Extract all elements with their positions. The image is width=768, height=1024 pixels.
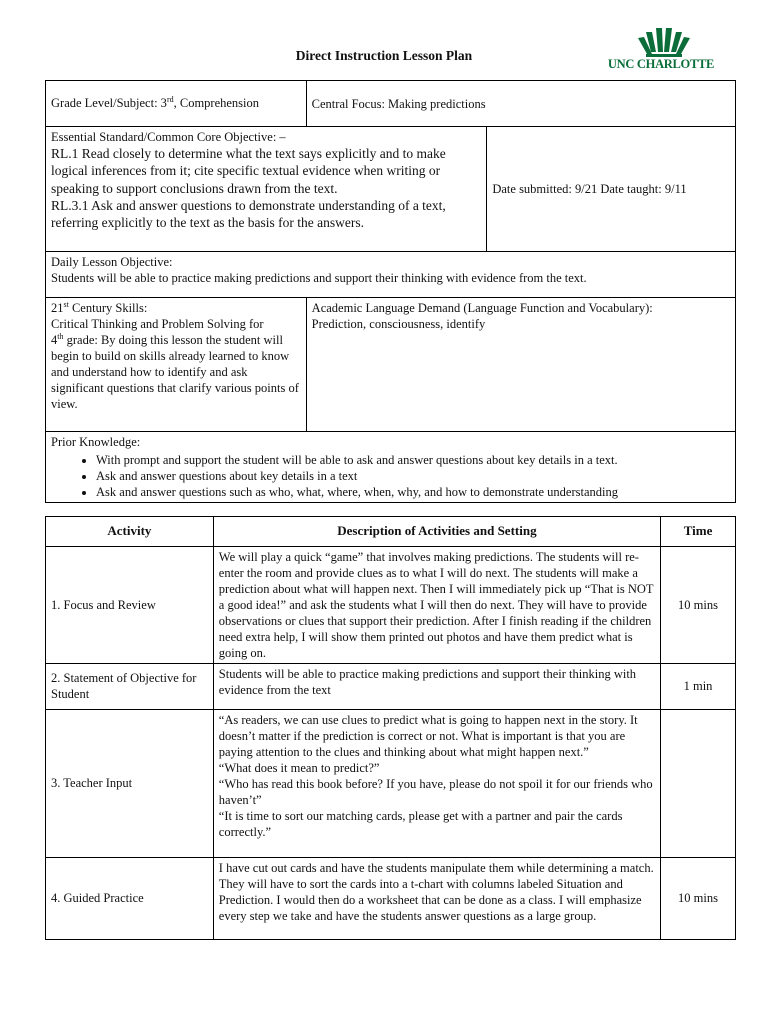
table-row [46, 857, 736, 939]
table-row [46, 546, 736, 663]
time-cell: 10 mins [661, 546, 736, 663]
description-cell: We will play a quick “game” that involves making predictions. The students will re-enter the room and provide clues as to what I will do next. The students will make a prediction about what will happen next. Then I will immediately pick up “That is NOT a good idea!” and ask the students what I will then do next. They will have to provide observations or clues that support their prediction. After I finish reading if the children need extra help, I will show them printed out photos and have them predict what is going on. [213, 546, 660, 663]
standard-rl31: RL.3.1 Ask and answer questions to demonstrate understanding of a text, referring explicitly to the text as the basis for the answers. [51, 197, 446, 231]
standard-heading: Essential Standard/Common Core Objective: – [51, 130, 286, 144]
table-row [46, 709, 736, 857]
century-skills-grade-num: 4 [51, 333, 58, 348]
century-skills-heading-rest: Century Skills: [68, 301, 148, 316]
activity-cell: 2. Statement of Objective for Student [46, 663, 214, 709]
activity-cell: 1. Focus and Review [46, 546, 214, 663]
activity-cell: 3. Teacher Input [46, 709, 214, 857]
description-line: “It is time to sort our matching cards, please get with a partner and pair the cards correctly.” [218, 808, 623, 839]
academic-language-text: Prediction, consciousness, identify [311, 317, 486, 331]
table-row [46, 663, 736, 709]
description-cell [213, 709, 660, 857]
century-skills-line1: Critical Thinking and Problem Solving for [51, 317, 264, 332]
dates-cell: Date submitted: 9/21 Date taught: 9/11 [487, 127, 736, 252]
time-cell: 10 mins [661, 857, 736, 939]
time-header: Time [661, 517, 736, 547]
central-focus-cell: Central Focus: Making predictions [306, 81, 735, 127]
activity-cell: 4. Guided Practice [46, 857, 214, 939]
daily-objective-cell [46, 252, 736, 298]
grade-level-prefix: Grade Level/Subject: 3 [51, 96, 167, 111]
description-line: “What does it mean to predict?” [218, 760, 380, 775]
activity-header: Activity [46, 517, 214, 547]
document-title: Direct Instruction Lesson Plan [295, 48, 473, 63]
grade-level-suffix: , Comprehension [173, 96, 260, 111]
description-header: Description of Activities and Setting [213, 517, 660, 547]
description-line: “Who has read this book before? If you have, please do not spoil it for our friends who haven’t” [218, 776, 653, 807]
crown-icon [606, 26, 716, 58]
description-cell: Students will be able to practice making predictions and support their thinking with evidence from the text [213, 663, 660, 709]
century-skills-num: 21 [51, 301, 64, 316]
century-skills-sup: st [63, 300, 69, 309]
list-item: • Ask and answer questions about key details in a text [96, 468, 730, 484]
standard-cell [46, 127, 487, 252]
daily-objective-text: Students will be able to practice making predictions and support their thinking with evidence from the text. [51, 271, 587, 285]
unc-charlotte-logo [606, 26, 716, 72]
lesson-info-table [45, 80, 736, 503]
academic-language-cell [306, 298, 735, 432]
activities-table [45, 516, 736, 940]
description-line: “As readers, we can use clues to predict what is going to happen next in the story. It doesn’t matter if the prediction is correct or not. What is important is that you are paying attention to the clues and thinking about what might happen next.” [218, 712, 638, 759]
century-skills-heading [51, 300, 301, 316]
century-skills-cell [46, 298, 307, 432]
time-cell: 1 min [661, 663, 736, 709]
academic-language-heading: Academic Language Demand (Language Function and Vocabulary): [311, 301, 653, 315]
list-item: • Ask and answer questions such as who, what, where, when, why, and how to demonstrate understanding [96, 484, 730, 500]
prior-knowledge-heading: Prior Knowledge: [51, 435, 141, 449]
grade-level-cell [46, 81, 307, 127]
description-cell: I have cut out cards and have the students manipulate them while determining a match. They will have to sort the cards into a t-chart with columns labeled Situation and Prediction. I would then do a worksheet that can be done as a class. I will emphasize every step we take and have the students answer questions as a large group. [213, 857, 660, 939]
logo-wordmark: UNC CHARLOTTE [607, 57, 715, 71]
daily-objective-heading: Daily Lesson Objective: [51, 255, 173, 269]
time-cell [661, 709, 736, 857]
grade-level-sup: rd [166, 95, 174, 105]
standard-rl1: RL.1 Read closely to determine what the text says explicitly and to make logical inferences from it; cite specific textual evidence when writing or speaking to support conclusions drawn from the text. [51, 146, 446, 196]
century-skills-text: grade: By doing this lesson the student will begin to build on skills already learned to know and understand how to identify and ask significant questions that clarify various points of view. [51, 333, 299, 412]
prior-knowledge-list [51, 452, 730, 500]
century-skills-grade-sup: th [57, 332, 64, 342]
list-item: • With prompt and support the student will be able to ask and answer questions about key details in a text. [96, 452, 730, 468]
prior-knowledge-cell [46, 432, 736, 503]
